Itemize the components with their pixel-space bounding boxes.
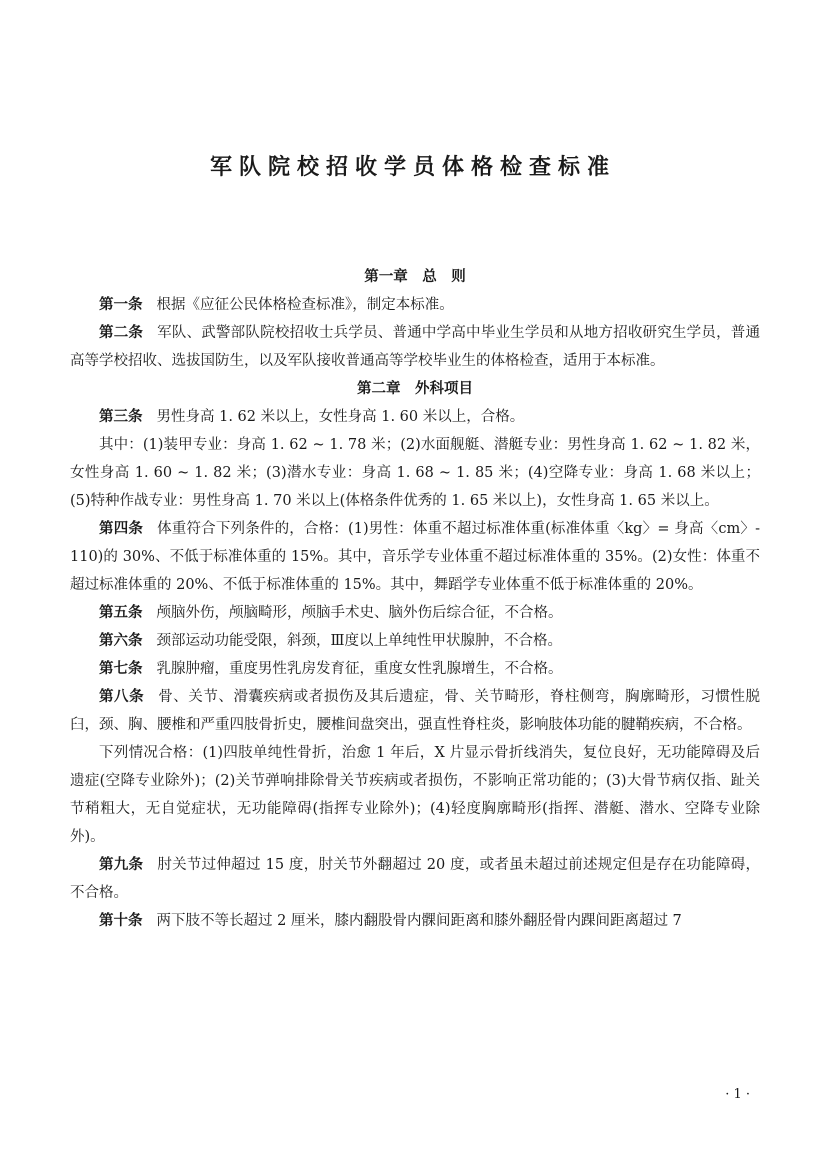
page-title: 军队院校招收学员体格检查标准 xyxy=(209,155,616,180)
document-body xyxy=(70,263,760,935)
article-text: 颈部运动功能受限，斜颈，Ⅲ度以上单纯性甲状腺肿，不合格。 xyxy=(156,633,562,649)
article-paragraph xyxy=(70,655,760,683)
article-label: 第八条 xyxy=(99,689,145,705)
article-paragraph xyxy=(70,683,760,739)
article-label: 第九条 xyxy=(99,857,144,873)
article-label: 第六条 xyxy=(99,633,143,649)
article-paragraph xyxy=(70,403,760,431)
article-paragraph xyxy=(70,851,760,907)
article-label: 第三条 xyxy=(99,409,143,425)
article-text: 骨、关节、滑囊疾病或者损伤及其后遗症，骨、关节畸形，脊柱侧弯，胸廓畸形，习惯性脱臼，颈、胸、腰椎和严重四肢骨折史，腰椎间盘突出，强直性脊柱炎，影响肢体功能的腱鞘疾病，不合格。 xyxy=(70,689,761,733)
article-text: 肘关节过伸超过 15 度，肘关节外翻超过 20 度，或者虽未超过前述规定但是存在功能障碍，不合格。 xyxy=(70,857,761,901)
article-paragraph xyxy=(70,291,760,319)
article-label: 第十条 xyxy=(99,913,143,929)
article-paragraph xyxy=(70,515,760,599)
article-paragraph xyxy=(70,907,760,935)
chapter-heading: 第二章 外科项目 xyxy=(357,381,473,397)
article-paragraph xyxy=(70,627,760,655)
article-label: 第四条 xyxy=(99,521,144,537)
article-text: 体重符合下列条件的，合格：(1)男性：体重不超过标准体重(标准体重〈kg〉= 身高〈cm〉- 110)的 30%、不低于标准体重的 15%。其中，音乐学专业体重不超过标准体重的 35%。(2)女性：体重不超过标准体重的 20%、不低于标准体重的 15%。其中，舞蹈学专业体重不低于标准体重的 20%。 xyxy=(70,521,760,593)
article-text: 两下肢不等长超过 2 厘米，膝内翻股骨内髁间距离和膝外翻胫骨内踝间距离超过 7 xyxy=(156,913,682,929)
article-label: 第七条 xyxy=(99,661,143,677)
article-label: 第一条 xyxy=(99,297,143,313)
article-text: 颅脑外伤，颅脑畸形，颅脑手术史、脑外伤后综合征，不合格。 xyxy=(156,605,563,621)
article-paragraph xyxy=(70,431,760,515)
article-text: 乳腺肿瘤，重度男性乳房发育征，重度女性乳腺增生，不合格。 xyxy=(156,661,563,677)
article-text: 其中：(1)装甲专业：身高 1. 62 ~ 1. 78 米；(2)水面舰艇、潜艇专业：男性身高 1. 62 ~ 1. 82 米，女性身高 1. 60 ~ 1. 82 米；(3)潜水专业：身高 1. 68 ~ 1. 85 米；(4)空降专业：身高 1. 68 米以上；(5)特种作战专业：男性身高 1. 70 米以上(体格条件优秀的 1. 65 米以上)，女性身高 1. 65 米以上。 xyxy=(70,437,760,509)
article-paragraph xyxy=(70,319,760,375)
chapter-heading: 第一章 总 则 xyxy=(364,269,466,285)
article-label: 第五条 xyxy=(99,605,143,621)
article-text: 军队、武警部队院校招收士兵学员、普通中学高中毕业生学员和从地方招收研究生学员，普通高等学校招收、选拔国防生，以及军队接收普通高等学校毕业生的体格检查，适用于本标准。 xyxy=(70,325,761,369)
article-label: 第二条 xyxy=(99,325,144,341)
article-text: 男性身高 1. 62 米以上，女性身高 1. 60 米以上，合格。 xyxy=(156,409,525,425)
article-paragraph xyxy=(70,739,760,851)
page-number: · 1 · xyxy=(725,1087,750,1102)
article-paragraph xyxy=(70,599,760,627)
article-text: 根据《应征公民体格检查标准》，制定本标准。 xyxy=(156,297,454,313)
article-text: 下列情况合格：(1)四肢单纯性骨折，治愈 1 年后，X 片显示骨折线消失，复位良好，无功能障碍及后遗症(空降专业除外)；(2)关节弹响排除骨关节疾病或者损伤，不影响正常功能的；(3)大骨节病仅指、趾关节稍粗大，无自觉症状，无功能障碍(指挥专业除外)；(4)轻度胸廓畸形(指挥、潜艇、潜水、空降专业除外)。 xyxy=(70,745,760,845)
